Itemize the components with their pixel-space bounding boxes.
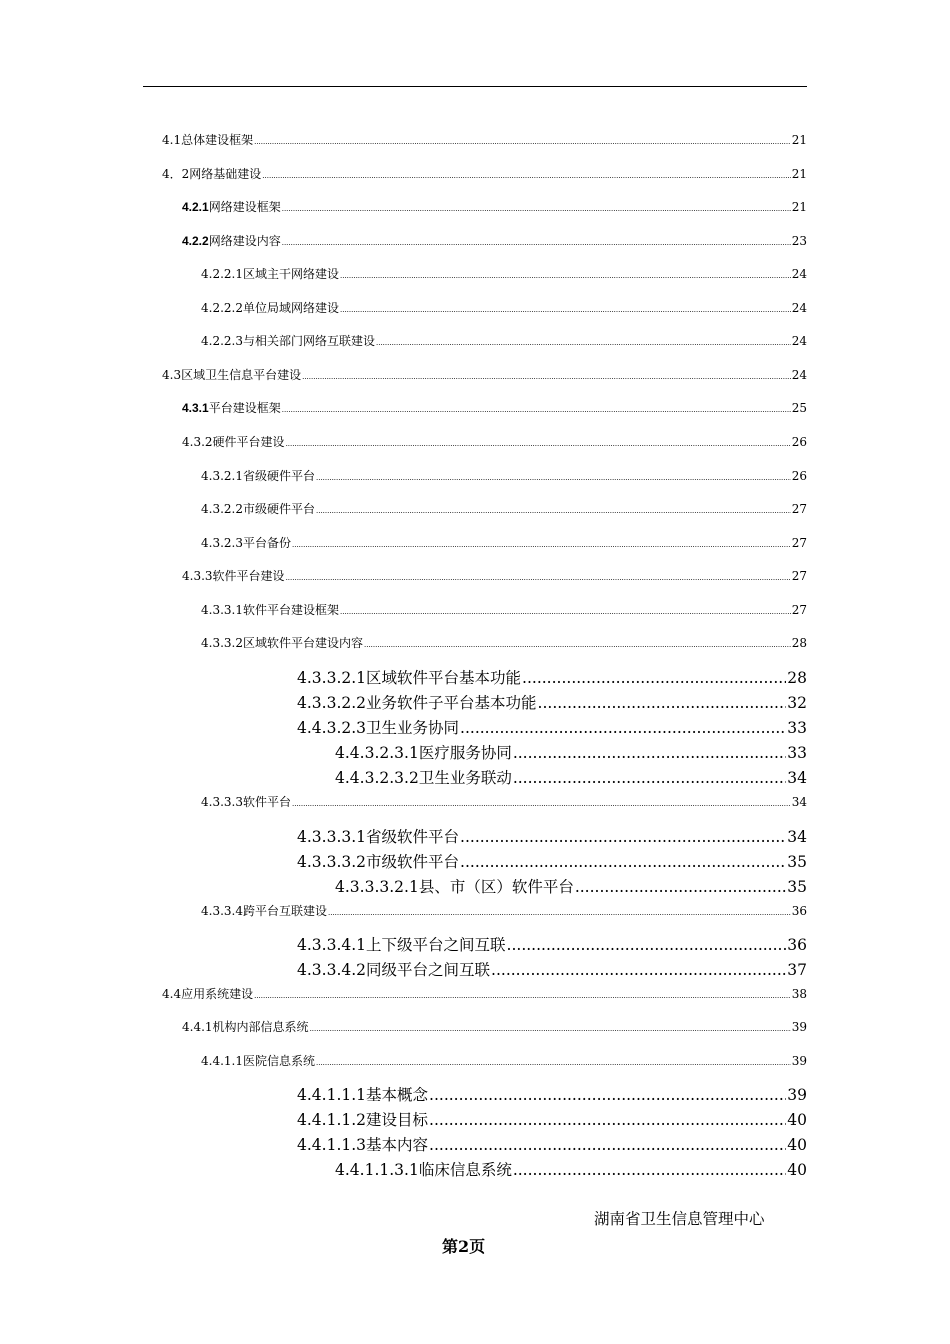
- toc-number: 4.3.2.3: [201, 536, 243, 550]
- toc-entry[interactable]: [201, 467, 807, 484]
- toc-entry[interactable]: [201, 500, 807, 517]
- toc-entry[interactable]: [335, 741, 807, 763]
- toc-page: 26: [791, 469, 807, 483]
- toc-title: 省级软件平台: [366, 828, 460, 846]
- toc-number: 4.3.3.3.1: [297, 828, 367, 846]
- toc-page: 24: [791, 267, 807, 281]
- toc-title: 网络建设框架: [208, 200, 281, 214]
- toc-entry[interactable]: [182, 399, 807, 416]
- toc-title: 软件平台建设框架: [242, 603, 339, 617]
- toc-leader: [316, 1059, 791, 1067]
- toc-leader: [538, 694, 787, 712]
- toc-page: 27: [791, 569, 807, 583]
- toc-number: 4.3.3.3: [201, 795, 243, 809]
- toc-page: 37: [787, 961, 807, 979]
- toc-leader: [310, 1025, 791, 1033]
- toc-title: 县、市（区）软件平台: [418, 878, 574, 896]
- toc-title: 上下级平台之间互联: [366, 936, 506, 954]
- toc-leader: [286, 574, 791, 582]
- toc-number: 4.3.3: [182, 569, 213, 583]
- toc-page: 34: [791, 795, 807, 809]
- toc-number: 4.2.2.2: [201, 301, 243, 315]
- toc-number: 4.2.2.3: [201, 334, 243, 348]
- toc-leader: [513, 1161, 786, 1179]
- toc-number: 4.3.3.1: [201, 603, 243, 617]
- toc-entry[interactable]: [201, 634, 807, 651]
- toc-entry[interactable]: [335, 1158, 807, 1180]
- toc-page: 23: [791, 234, 807, 248]
- toc-number: 4.4: [162, 987, 182, 1001]
- toc-page: 24: [791, 301, 807, 315]
- toc-leader: [340, 306, 791, 314]
- toc-entry[interactable]: [297, 933, 807, 955]
- toc-entry[interactable]: [335, 766, 807, 788]
- toc-title: 网络基础建设: [189, 167, 262, 181]
- toc-leader: [316, 474, 791, 482]
- toc-number: 4.4.1.1: [201, 1054, 243, 1068]
- toc-title: 卫生业务联动: [418, 769, 512, 787]
- toc-title: 卫生业务协同: [366, 719, 460, 737]
- toc-page: 24: [791, 368, 807, 382]
- toc-page: 27: [791, 603, 807, 617]
- toc-page: 28: [791, 636, 807, 650]
- toc-title: 平台备份: [242, 536, 291, 550]
- toc-page: 28: [787, 669, 807, 687]
- toc-leader: [282, 239, 791, 247]
- toc-entry[interactable]: [297, 666, 807, 688]
- toc-leader: [376, 339, 791, 347]
- toc-page: 21: [791, 200, 807, 214]
- toc-entry[interactable]: [182, 433, 807, 450]
- toc-title: 软件平台: [242, 795, 291, 809]
- toc-page: 33: [787, 744, 807, 762]
- toc-page: 33: [787, 719, 807, 737]
- toc-title: 机构内部信息系统: [212, 1020, 309, 1034]
- toc-page: 38: [791, 987, 807, 1001]
- toc-number: 4.2.2.1: [201, 267, 243, 281]
- toc-number: 4.3: [162, 368, 182, 382]
- toc-title: 平台建设框架: [208, 401, 281, 415]
- toc-number: 4.4.1.1.1: [297, 1086, 367, 1104]
- toc-page: 21: [791, 167, 807, 181]
- toc-number: 4.2.2: [182, 234, 209, 248]
- toc-title: 网络建设内容: [208, 234, 281, 248]
- toc-number: 4.2.1: [182, 200, 209, 214]
- toc-title: 区域软件平台基本功能: [366, 669, 522, 687]
- toc-number: 4.1: [162, 133, 182, 147]
- toc-number: 4.4.3.2.3: [297, 719, 367, 737]
- toc-entry[interactable]: [201, 265, 807, 282]
- footer-organization: 湖南省卫生信息管理中心: [594, 1210, 765, 1228]
- toc-title: 区域主干网络建设: [242, 267, 339, 281]
- toc-leader: [491, 961, 786, 979]
- toc-page: 40: [787, 1136, 807, 1154]
- toc-page: 35: [787, 878, 807, 896]
- toc-number: 4.4.3.2.3.1: [335, 744, 419, 762]
- toc-leader: [507, 936, 787, 954]
- toc-leader: [364, 641, 791, 649]
- toc-entry[interactable]: [297, 716, 807, 738]
- toc-leader: [460, 853, 786, 871]
- toc-leader: [340, 272, 791, 280]
- toc-leader: [429, 1136, 786, 1154]
- toc-leader: [316, 507, 791, 515]
- toc-leader: [460, 828, 786, 846]
- toc-entry[interactable]: [297, 1133, 807, 1155]
- toc-number: 4.3.3.4.1: [297, 936, 367, 954]
- toc-entry[interactable]: [297, 958, 807, 980]
- toc-leader: [513, 769, 786, 787]
- toc-title: 硬件平台建设: [212, 435, 285, 449]
- toc-page: 25: [791, 401, 807, 415]
- toc-number: 4．2: [162, 167, 190, 181]
- toc-page: 40: [787, 1111, 807, 1129]
- toc-leader: [282, 205, 791, 213]
- toc-page: 26: [791, 435, 807, 449]
- toc-entry[interactable]: [201, 601, 807, 618]
- toc-page: 36: [791, 904, 807, 918]
- toc-title: 基本内容: [366, 1136, 429, 1154]
- toc-title: 基本概念: [366, 1086, 429, 1104]
- toc-entry[interactable]: [201, 902, 807, 919]
- toc-number: 4.3.3.4.2: [297, 961, 367, 979]
- toc-title: 总体建设框架: [181, 133, 254, 147]
- toc-entry[interactable]: [297, 850, 807, 872]
- toc-title: 市级软件平台: [366, 853, 460, 871]
- toc-leader: [522, 669, 786, 687]
- toc-title: 同级平台之间互联: [366, 961, 491, 979]
- toc-number: 4.3.3.3.2.1: [335, 878, 419, 896]
- toc-leader: [292, 800, 791, 808]
- toc-title: 医院信息系统: [242, 1054, 315, 1068]
- toc-entry[interactable]: [162, 131, 807, 148]
- toc-leader: [286, 440, 791, 448]
- toc-leader: [262, 172, 790, 180]
- toc-title: 区域软件平台建设内容: [242, 636, 363, 650]
- toc-entry[interactable]: [297, 825, 807, 847]
- toc-entry[interactable]: [201, 793, 807, 810]
- toc-page: 24: [791, 334, 807, 348]
- toc-title: 医疗服务协同: [418, 744, 512, 762]
- toc-leader: [513, 744, 786, 762]
- page-number: 第2页: [442, 1237, 486, 1256]
- toc-number: 4.4.3.2.3.2: [335, 769, 419, 787]
- toc-page: 39: [787, 1086, 807, 1104]
- toc-entry[interactable]: [182, 1018, 807, 1035]
- toc-leader: [429, 1111, 786, 1129]
- toc-leader: [340, 608, 791, 616]
- toc-entry[interactable]: [335, 875, 807, 897]
- toc-page: 39: [791, 1020, 807, 1034]
- toc-title: 市级硬件平台: [242, 502, 315, 516]
- toc-number: 4.4.1.1.3: [297, 1136, 367, 1154]
- toc-entry[interactable]: [201, 534, 807, 551]
- toc-number: 4.3.3.2: [201, 636, 243, 650]
- toc-number: 4.3.1: [182, 401, 209, 415]
- toc-title: 区域卫生信息平台建设: [181, 368, 302, 382]
- toc-number: 4.3.3.4: [201, 904, 243, 918]
- toc-title: 软件平台建设: [212, 569, 285, 583]
- toc-page: 36: [787, 936, 807, 954]
- toc-leader: [575, 878, 786, 896]
- toc-leader: [429, 1086, 786, 1104]
- toc-entry[interactable]: [162, 366, 807, 383]
- toc-entry[interactable]: [182, 232, 807, 249]
- toc-entry[interactable]: [182, 567, 807, 584]
- toc-title: 应用系统建设: [181, 987, 254, 1001]
- toc-title: 与相关部门网络互联建设: [242, 334, 375, 348]
- toc-number: 4.3.2: [182, 435, 213, 449]
- toc-page: 27: [791, 536, 807, 550]
- toc-page: 34: [787, 828, 807, 846]
- toc-page: 27: [791, 502, 807, 516]
- toc-page: 35: [787, 853, 807, 871]
- toc-leader: [282, 406, 791, 414]
- toc-number: 4.4.1: [182, 1020, 213, 1034]
- toc-leader: [328, 909, 791, 917]
- toc-entry[interactable]: [182, 198, 807, 215]
- toc-number: 4.4.1.1.3.1: [335, 1161, 419, 1179]
- toc-leader: [302, 373, 791, 381]
- toc-page: 39: [791, 1054, 807, 1068]
- toc-leader: [254, 992, 791, 1000]
- toc-page: 21: [791, 133, 807, 147]
- toc-entry[interactable]: [201, 299, 807, 316]
- toc-entry[interactable]: [297, 1083, 807, 1105]
- toc-page: 32: [787, 694, 807, 712]
- toc-page: 40: [787, 1161, 807, 1179]
- toc-title: 建设目标: [366, 1111, 429, 1129]
- toc-title: 省级硬件平台: [242, 469, 315, 483]
- toc-entry[interactable]: [297, 1108, 807, 1130]
- toc-entry[interactable]: [162, 165, 807, 182]
- toc-entry[interactable]: [297, 691, 807, 713]
- toc-title: 单位局域网络建设: [242, 301, 339, 315]
- toc-entry[interactable]: [162, 985, 807, 1002]
- toc-entry[interactable]: [201, 332, 807, 349]
- toc-leader: [292, 541, 791, 549]
- toc-number: 4.3.3.3.2: [297, 853, 367, 871]
- toc-leader: [460, 719, 786, 737]
- toc-number: 4.3.2.1: [201, 469, 243, 483]
- toc-leader: [254, 138, 791, 146]
- toc-number: 4.3.2.2: [201, 502, 243, 516]
- toc-number: 4.4.1.1.2: [297, 1111, 367, 1129]
- toc-title: 跨平台互联建设: [242, 904, 327, 918]
- toc-title: 业务软件子平台基本功能: [366, 694, 537, 712]
- toc-number: 4.3.3.2.1: [297, 669, 367, 687]
- toc-number: 4.3.3.2.2: [297, 694, 367, 712]
- toc-entry[interactable]: [201, 1052, 807, 1069]
- toc-page: 34: [787, 769, 807, 787]
- toc-title: 临床信息系统: [418, 1161, 512, 1179]
